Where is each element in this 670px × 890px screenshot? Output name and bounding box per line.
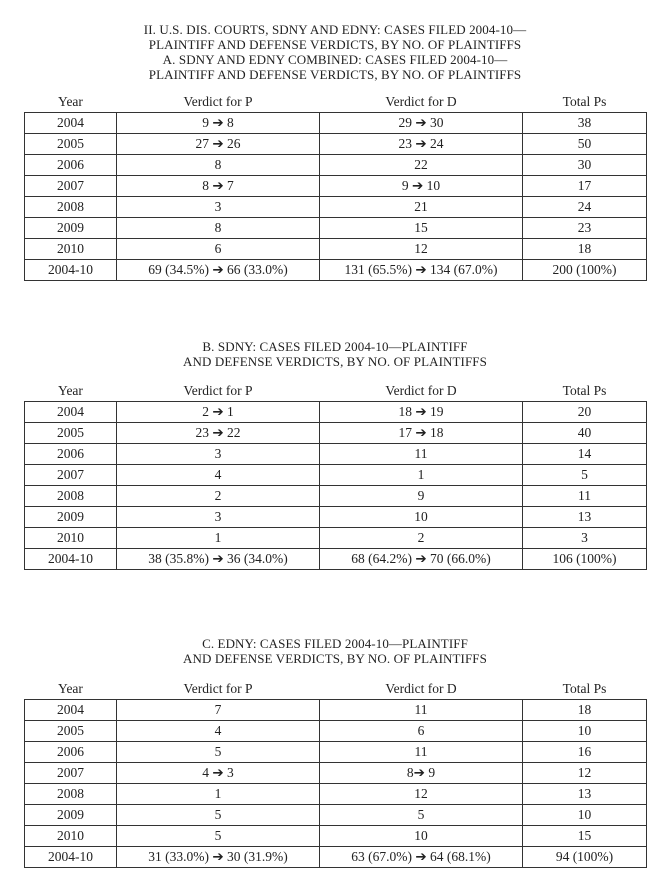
header-year: Year: [58, 681, 83, 696]
cell: 2 ➔ 1: [117, 402, 320, 423]
header-total: Total Ps: [562, 383, 607, 398]
cell: 2004-10: [25, 549, 117, 570]
cell: 18 ➔ 19: [320, 402, 523, 423]
cell: 3: [523, 528, 647, 549]
cell: 2009: [25, 218, 117, 239]
cell: 5: [117, 742, 320, 763]
cell: 9: [320, 486, 523, 507]
title-line: AND DEFENSE VERDICTS, BY NO. OF PLAINTIFFS: [183, 354, 487, 369]
table-row: [25, 507, 647, 528]
cell: 5: [320, 805, 523, 826]
cell: 17: [523, 176, 647, 197]
title-line: C. EDNY: CASES FILED 2004-10—PLAINTIFF: [202, 636, 468, 651]
cell: 5: [117, 826, 320, 847]
section-c-title: [0, 636, 670, 666]
cell: 6: [117, 239, 320, 260]
cell: 4: [117, 465, 320, 486]
header-total: Total Ps: [562, 94, 607, 109]
table-row: [25, 721, 647, 742]
header-total: Total Ps: [562, 681, 607, 696]
section-b-title: [0, 339, 670, 369]
cell: 2009: [25, 507, 117, 528]
title-line: AND DEFENSE VERDICTS, BY NO. OF PLAINTIFFS: [183, 651, 487, 666]
cell: 11: [320, 444, 523, 465]
cell: 9 ➔ 8: [117, 113, 320, 134]
cell: 2: [117, 486, 320, 507]
cell: 10: [523, 721, 647, 742]
section-a-title: [0, 22, 670, 82]
table-row: [25, 176, 647, 197]
cell: 10: [320, 826, 523, 847]
cell: 10: [320, 507, 523, 528]
cell: 50: [523, 134, 647, 155]
table-row: [25, 763, 647, 784]
cell: 5: [117, 805, 320, 826]
cell: 2004: [25, 113, 117, 134]
title-line: II. U.S. DIS. COURTS, SDNY AND EDNY: CASES FILED 2004-10—: [143, 22, 527, 37]
table-row: [25, 218, 647, 239]
table-row: [25, 805, 647, 826]
cell: 1: [117, 784, 320, 805]
cell: 29 ➔ 30: [320, 113, 523, 134]
cell: 4 ➔ 3: [117, 763, 320, 784]
cell: 94 (100%): [523, 847, 647, 868]
cell: 13: [523, 784, 647, 805]
cell: 9 ➔ 10: [320, 176, 523, 197]
cell: 2004-10: [25, 847, 117, 868]
cell: 11: [523, 486, 647, 507]
cell: 2007: [25, 465, 117, 486]
cell: 2004: [25, 402, 117, 423]
cell: 1: [320, 465, 523, 486]
cell: 12: [320, 239, 523, 260]
cell: 4: [117, 721, 320, 742]
cell: 7: [117, 700, 320, 721]
cell: 2009: [25, 805, 117, 826]
total-row: [25, 847, 647, 868]
table-row: [25, 423, 647, 444]
cell: 2006: [25, 444, 117, 465]
header-verdict-p: Verdict for P: [183, 681, 253, 696]
header-verdict-p: Verdict for P: [183, 383, 253, 398]
cell: 21: [320, 197, 523, 218]
header-year: Year: [58, 383, 83, 398]
header-verdict-p: Verdict for P: [183, 94, 253, 109]
title-line: PLAINTIFF AND DEFENSE VERDICTS, BY NO. OF PLAINTIFFS: [148, 67, 522, 82]
cell: 63 (67.0%) ➔ 64 (68.1%): [320, 847, 523, 868]
cell: 8: [117, 155, 320, 176]
table-row: [25, 197, 647, 218]
cell: 15: [320, 218, 523, 239]
cell: 15: [523, 826, 647, 847]
table-row: [25, 486, 647, 507]
cell: 16: [523, 742, 647, 763]
table-row: [25, 465, 647, 486]
cell: 10: [523, 805, 647, 826]
cell: 5: [523, 465, 647, 486]
cell: 12: [320, 784, 523, 805]
cell: 2004: [25, 700, 117, 721]
header-year: Year: [58, 94, 83, 109]
cell: 18: [523, 700, 647, 721]
cell: 27 ➔ 26: [117, 134, 320, 155]
cell: 8➔ 9: [320, 763, 523, 784]
header-row: [25, 677, 647, 700]
cell: 2007: [25, 763, 117, 784]
table-b: [24, 379, 647, 570]
cell: 6: [320, 721, 523, 742]
cell: 38: [523, 113, 647, 134]
cell: 69 (34.5%) ➔ 66 (33.0%): [117, 260, 320, 281]
cell: 2005: [25, 721, 117, 742]
cell: 11: [320, 742, 523, 763]
header-verdict-d: Verdict for D: [385, 681, 457, 696]
table-row: [25, 113, 647, 134]
cell: 2006: [25, 155, 117, 176]
cell: 2005: [25, 423, 117, 444]
table-a: [24, 90, 647, 281]
header-verdict-d: Verdict for D: [385, 94, 457, 109]
cell: 1: [117, 528, 320, 549]
cell: 3: [117, 197, 320, 218]
cell: 3: [117, 444, 320, 465]
cell: 106 (100%): [523, 549, 647, 570]
cell: 2: [320, 528, 523, 549]
cell: 24: [523, 197, 647, 218]
cell: 8 ➔ 7: [117, 176, 320, 197]
table-row: [25, 784, 647, 805]
cell: 2007: [25, 176, 117, 197]
cell: 14: [523, 444, 647, 465]
cell: 11: [320, 700, 523, 721]
cell: 17 ➔ 18: [320, 423, 523, 444]
table-row: [25, 134, 647, 155]
cell: 2006: [25, 742, 117, 763]
total-row: [25, 549, 647, 570]
table-row: [25, 402, 647, 423]
cell: 40: [523, 423, 647, 444]
cell: 23 ➔ 24: [320, 134, 523, 155]
cell: 2010: [25, 826, 117, 847]
total-row: [25, 260, 647, 281]
cell: 38 (35.8%) ➔ 36 (34.0%): [117, 549, 320, 570]
table-row: [25, 700, 647, 721]
cell: 68 (64.2%) ➔ 70 (66.0%): [320, 549, 523, 570]
cell: 20: [523, 402, 647, 423]
cell: 2005: [25, 134, 117, 155]
table-row: [25, 528, 647, 549]
cell: 2010: [25, 239, 117, 260]
cell: 23: [523, 218, 647, 239]
title-line: PLAINTIFF AND DEFENSE VERDICTS, BY NO. OF PLAINTIFFS: [148, 37, 522, 52]
cell: 13: [523, 507, 647, 528]
cell: 18: [523, 239, 647, 260]
cell: 22: [320, 155, 523, 176]
cell: 30: [523, 155, 647, 176]
cell: 200 (100%): [523, 260, 647, 281]
cell: 3: [117, 507, 320, 528]
cell: 2008: [25, 784, 117, 805]
table-row: [25, 826, 647, 847]
table-row: [25, 239, 647, 260]
cell: 8: [117, 218, 320, 239]
cell: 2008: [25, 197, 117, 218]
cell: 2004-10: [25, 260, 117, 281]
cell: 2008: [25, 486, 117, 507]
table-row: [25, 155, 647, 176]
table-row: [25, 444, 647, 465]
title-line: A. SDNY AND EDNY COMBINED: CASES FILED 2004-10—: [162, 52, 508, 67]
cell: 2010: [25, 528, 117, 549]
table-c: [24, 677, 647, 868]
cell: 131 (65.5%) ➔ 134 (67.0%): [320, 260, 523, 281]
cell: 12: [523, 763, 647, 784]
cell: 23 ➔ 22: [117, 423, 320, 444]
title-line: B. SDNY: CASES FILED 2004-10—PLAINTIFF: [202, 339, 468, 354]
header-row: [25, 379, 647, 402]
header-row: [25, 90, 647, 113]
cell: 31 (33.0%) ➔ 30 (31.9%): [117, 847, 320, 868]
header-verdict-d: Verdict for D: [385, 383, 457, 398]
table-row: [25, 742, 647, 763]
